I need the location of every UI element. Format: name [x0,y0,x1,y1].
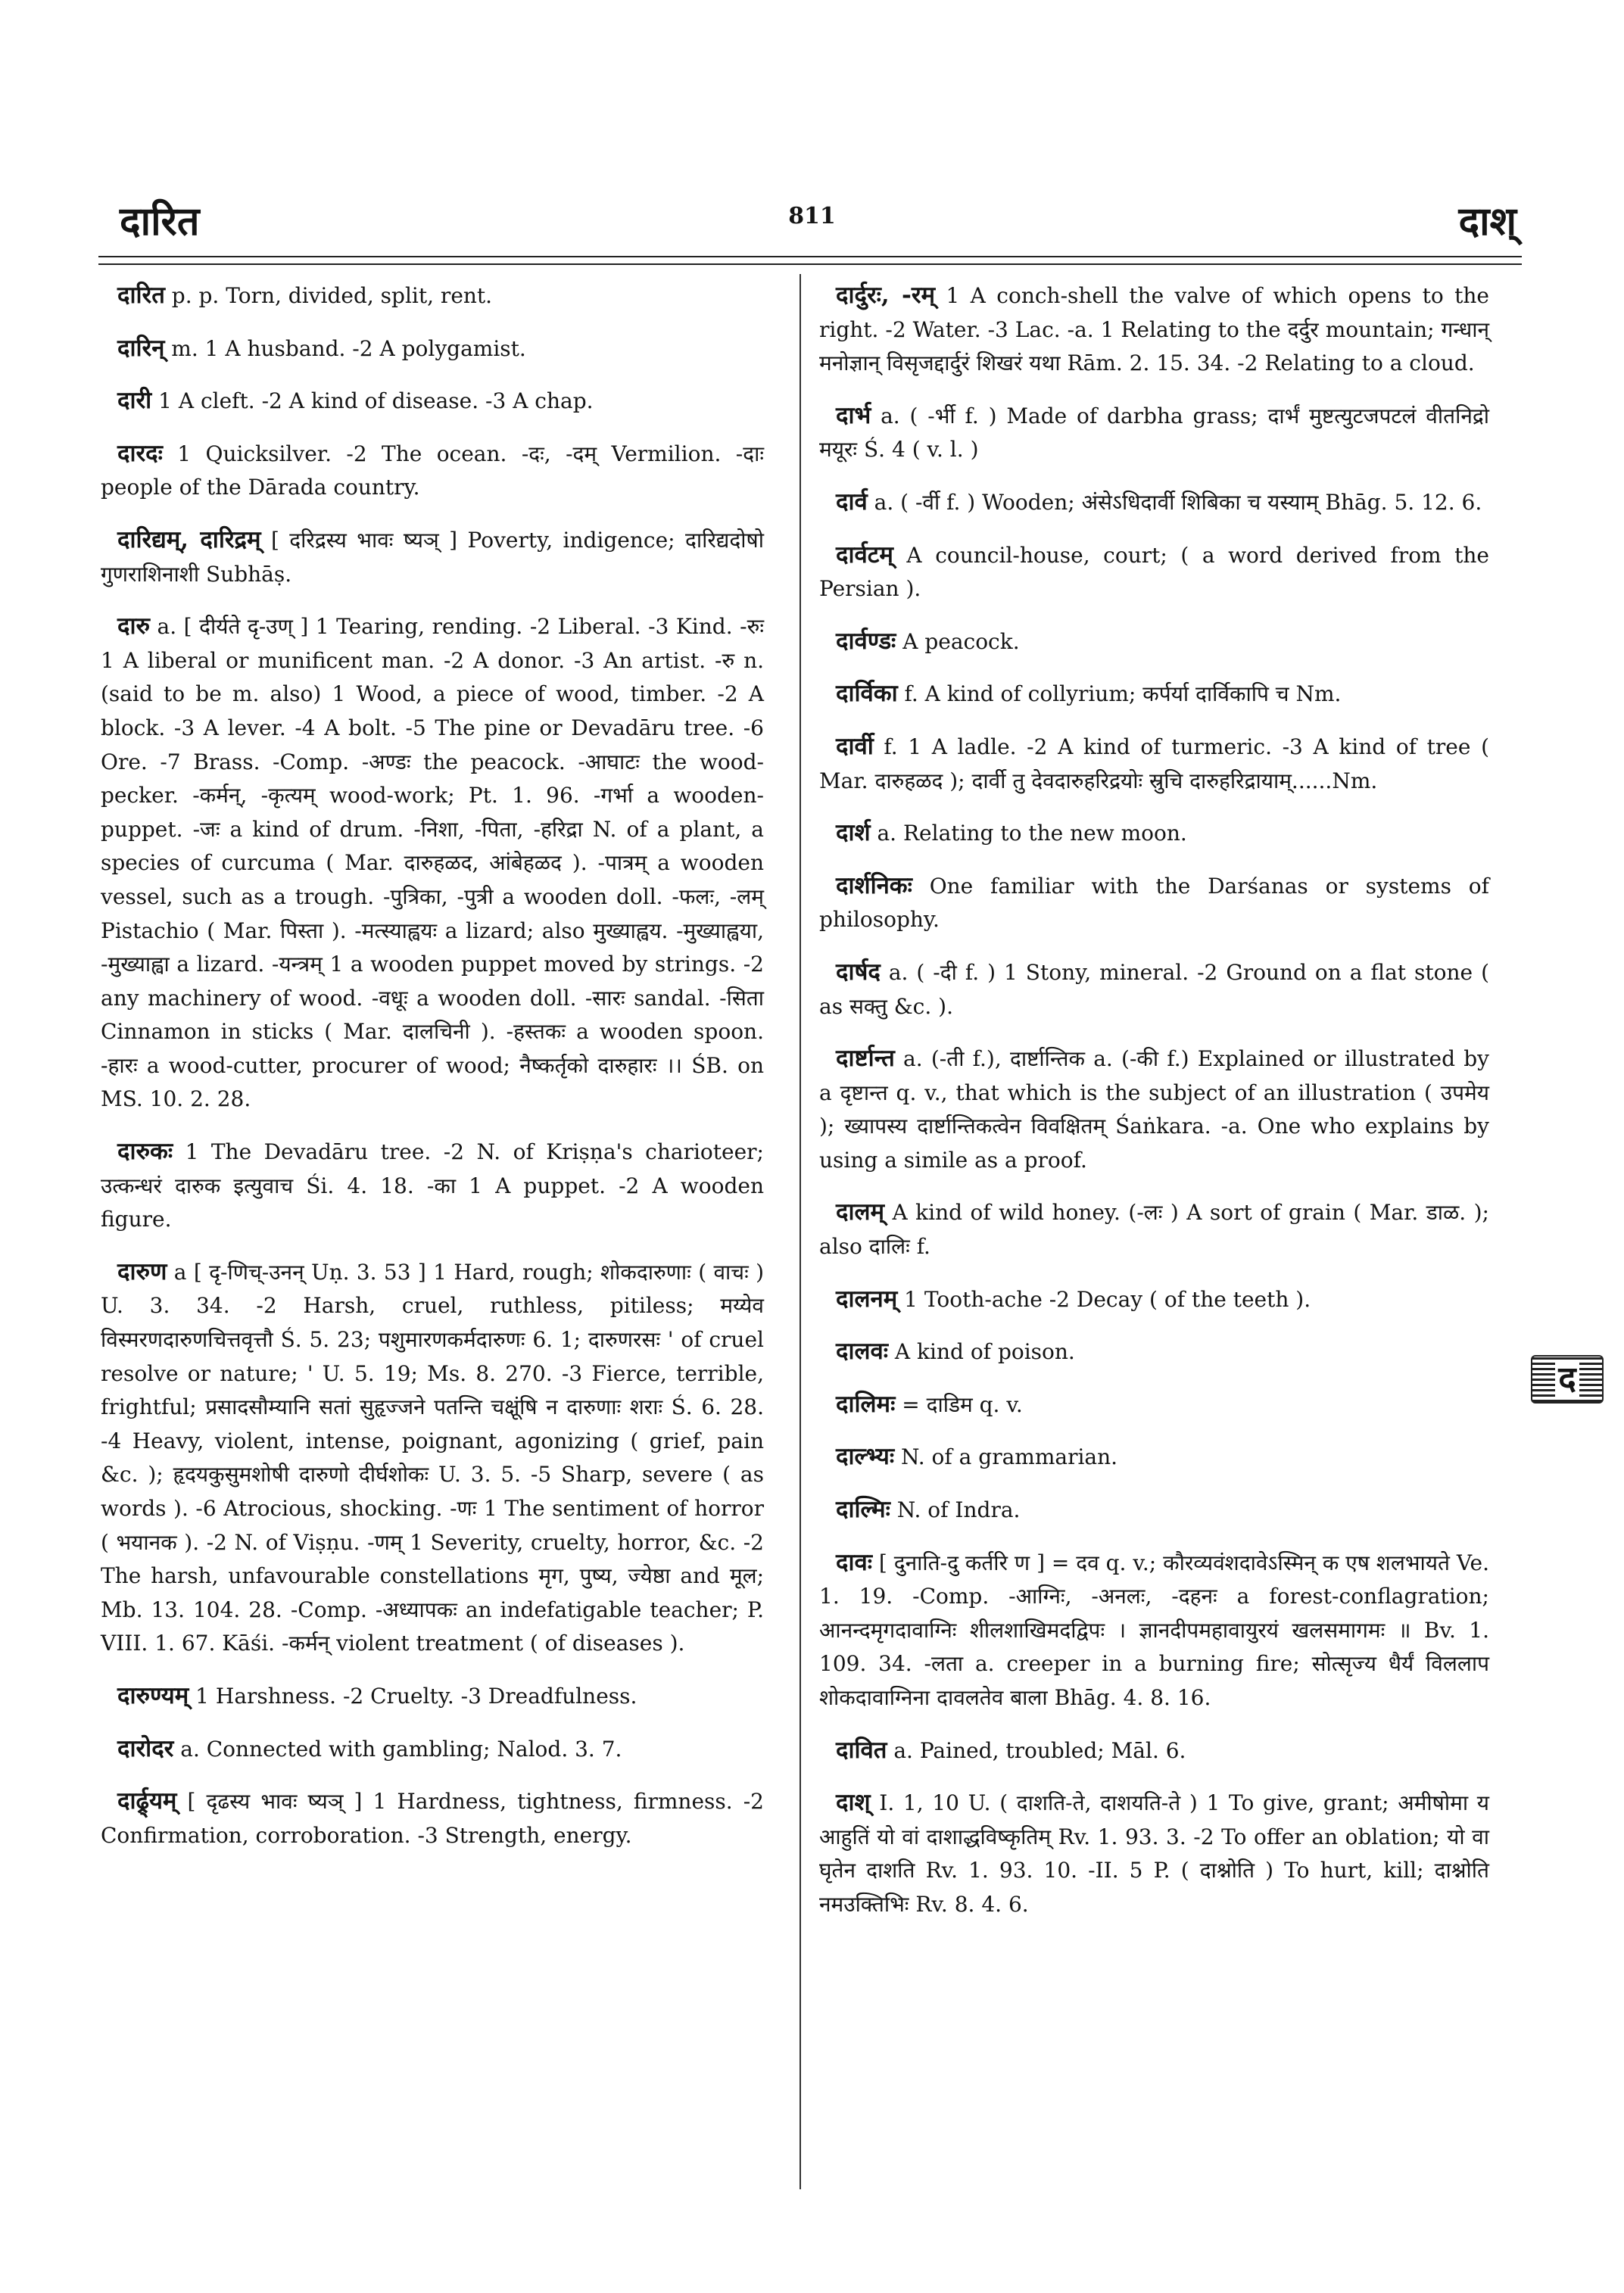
dictionary-entry [819,1335,1489,1369]
entry-definition: [ दरिद्रस्य भावः ष्यञ् ] Poverty, indigence; दारिद्यदोषो गुणराशिनाशी Subhāṣ. [101,527,764,587]
dictionary-entry [101,609,764,1117]
entry-headword: दार्वण्डः [836,627,896,655]
entry-headword: दार्ष्टान्त [836,1045,895,1073]
dictionary-entry [819,538,1489,606]
dictionary-entry [819,869,1489,937]
entry-definition: a. ( -र्वी f. ) Wooden; अंसेऽधिदार्वी शिबिका च यस्याम् Bhāg. 5. 12. 6. [867,489,1482,515]
dictionary-entry [101,1135,764,1237]
entry-headword: दावः [836,1548,872,1576]
entry-headword: दार्वी [836,732,874,760]
entry-headword: दार्दुरः, -रम् [836,282,936,309]
entry-definition: 1 Quicksilver. -2 The ocean. -दः, -दम् Vermilion. -दाः people of the Dārada country. [101,441,764,500]
entry-definition: a. Connected with gambling; Nalod. 3. 7. [173,1736,622,1762]
entry-headword: दारिद्यम्, दारिद्रम् [117,525,261,553]
dictionary-entry [819,1546,1489,1715]
entry-headword: दारुण्यम् [117,1681,189,1709]
dictionary-entry [819,1440,1489,1475]
entry-definition: f. A kind of collyrium; कर्पर्या दार्विकापि च Nm. [897,681,1342,707]
thumb-index-tab [1531,1355,1604,1404]
entry-headword: दार्ढ्र्यम् [117,1787,177,1815]
dictionary-entry [819,677,1489,712]
entry-definition: [ दुनाति-दु कर्तरि ण ] = दव q. v.; कौरव्यवंशदावेऽस्मिन् क एष शलभायते Ve. 1. 19. -Comp. -आग्निः, -अनलः, -दहनः a forest-conflagration; आनन्दमृगदावाग्निः शीलशाखिमदद्विपः । ज्ञानदीपमहावायुरयं खलसमागमः ॥ Bv. 1. 109. 34. -लता a. creeper in a burning fire; सोत्सृज्य धैर्यं विललाप शोकदावाग्निना दावलतेव बाला Bhāg. 4. 8. 16. [819,1550,1489,1710]
header-rule [98,256,1522,257]
dictionary-entry [819,1042,1489,1177]
dictionary-entry [819,1786,1489,1921]
entry-definition: A peacock. [896,628,1020,654]
entry-definition: a. [ दीर्यते दृ-उण् ] 1 Tearing, rending. -2 Liberal. -3 Kind. -रुः 1 A liberal or munificent man. -2 A donor. -3 An artist. -रु n. (said to be m. also) 1 Wood, a piece of wood, timber. -2 A block. -3 A lever. -4 A bolt. -5 The pine or Devadāru tree. -6 Ore. -7 Brass. -Comp. -अण्डः the peacock. -आघाटः the wood-pecker. -कर्मन्, -कृत्यम् wood-work; Pt. 1. 96. -गर्भा a wooden-puppet. -जः a kind of drum. -निशा, -पिता, -हरिद्रा N. of a plant, a species of curcuma ( Mar. दारुहळद, आंबेहळद ). -पात्रम् a wooden vessel, such as a trough. -पुत्रिका, -पुत्री a wooden doll. -फलः, -लम् Pistachio ( Mar. पिस्ता ). -मत्स्याह्वयः a lizard; also मुख्याह्वय. -मुख्याह्वया, -मुख्याह्वा a lizard. -यन्त्रम् 1 a wooden puppet moved by strings. -2 any machinery of wood. -वधूः a wooden doll. -सारः sandal. -सिता Cinnamon in sticks ( Mar. दालचिनी ). -हस्तकः a wooden spoon. -हारः a wood-cutter, procurer of wood; नैष्कर्तृको दारुहारः ।। ŚB. on MS. 10. 2. 28. [101,614,764,1112]
entry-definition: m. 1 A husband. -2 A polygamist. [164,335,526,361]
column-divider [800,274,801,2189]
dictionary-entry [819,955,1489,1023]
dictionary-entry [819,485,1489,520]
dictionary-entry [819,399,1489,467]
entry-headword: दारोदर [117,1734,174,1762]
dictionary-entry [819,730,1489,798]
dictionary-entry [101,1255,764,1661]
entry-definition: 1 A conch-shell the valve of which opens to the right. -2 Water. -3 Lac. -a. 1 Relating to the दर्दुर mountain; गन्धान् मनोज्ञान् विसृजद्दार्दुरं शिखरं यथा Rām. 2. 15. 34. -2 Relating to a cloud. [819,283,1489,376]
entry-definition: A council-house, court; ( a word derived from the Persian ). [819,542,1489,602]
entry-definition: a [ दृ-णिच्-उनन् Uṇ. 3. 53 ] 1 Hard, rough; शोकदारुणाः ( वाचः ) U. 3. 34. -2 Harsh, cruel, ruthless, pitiless; मय्येव विस्मरणदारुणचित्तवृत्तौ Ś. 5. 23; पशुमारणकर्मदारुणः 6. 1; दारुणरसः ' of cruel resolve or nature; ' U. 5. 19; Ms. 8. 270. -3 Fierce, terrible, frightful; प्रसादसौम्यानि सतां सुहृज्जने पतन्ति चक्षूंषि न दारुणाः शराः Ś. 6. 28. -4 Heavy, violent, intense, poignant, agonizing ( grief, pain &c. ); हृदयकुसुमशोषी दारुणो दीर्घशोकः U. 3. 5. -5 Sharp, severe ( as words ). -6 Atrocious, shocking. -णः 1 The sentiment of horror ( भयानक ). -2 N. of Viṣṇu. -णम् 1 Severity, cruelty, horror, &c. -2 The harsh, unfavourable constellations मृग, पुष्य, ज्येष्ठा and मूल; Mb. 13. 104. 28. -Comp. -अध्यापकः an indefatigable teacher; P. VIII. 1. 67. Kāśi. -कर्मन् violent treatment ( of diseases ). [101,1259,764,1656]
entry-definition: I. 1, 10 U. ( दाशति-ते, दाशयति-ते ) 1 To give, grant; अमीषोमा य आहुतिं यो वां दाशाद्धविष्कृतिम् Rv. 1. 93. 3. -2 To offer an oblation; यो वा घृतेन दाशति Rv. 1. 93. 10. -II. 5 P. ( दाश्नोति ) To hurt, kill; दाश्नोति नमउक्तिभिः Rv. 8. 4. 6. [819,1790,1489,1917]
entry-headword: दालवः [836,1338,889,1366]
dictionary-entry [101,1679,764,1714]
dictionary-entry [819,1388,1489,1422]
entry-definition: p. p. Torn, divided, split, rent. [164,283,493,308]
entry-headword: दालनम् [836,1285,898,1313]
dictionary-entry [101,279,764,313]
page-number: 811 [788,203,836,229]
entry-definition: A kind of wild honey. (-लः ) A sort of grain ( Mar. डाळ. ); also दालिः f. [819,1200,1489,1260]
entry-definition: a. Relating to the new moon. [870,821,1187,846]
entry-headword: दाश् [836,1789,871,1817]
entry-headword: दार्श [836,819,871,847]
entry-definition: One familiar with the Darśanas or systems of philosophy. [819,873,1489,933]
entry-headword: दालिमः [836,1390,896,1418]
entry-definition: a. (-ती f.), दार्ष्टान्तिक a. (-की f.) Explained or illustrated by a दृष्टान्त q. v., that which is the subject of an illustration ( उपमेय ); ख्यापस्य दार्ष्टान्तिकत्वेन विवक्षितम् Śaṅkara. -a. One who explains by using a simile as a proof. [819,1046,1489,1173]
entry-definition: 1 Tooth-ache -2 Decay ( of the teeth ). [897,1286,1311,1312]
dictionary-entry [819,1195,1489,1263]
entry-headword: दार्विका [836,680,898,708]
dictionary-entry [101,1732,764,1767]
entry-headword: दारदः [117,439,163,467]
dictionary-entry [819,1734,1489,1768]
dictionary-entry [819,1493,1489,1528]
dictionary-entry [101,437,764,505]
entry-headword: दावित [836,1736,887,1764]
entry-definition: 1 Harshness. -2 Cruelty. -3 Dreadfulness. [189,1683,637,1709]
entry-definition: f. 1 A ladle. -2 A kind of turmeric. -3 A kind of tree ( Mar. दारुहळद ); दार्वी तु देवदारुहरिद्रयोः स्रुचि दारुहरिद्रायाम्......Nm. [819,734,1489,793]
entry-headword: दार्भ [836,401,871,429]
entry-headword: दारिन् [117,334,165,362]
entry-definition: [ दृढस्य भावः ष्यञ् ] 1 Hardness, tightness, firmness. -2 Confirmation, corroboration. -3 Strength, energy. [101,1789,764,1848]
dictionary-entry [101,332,764,366]
left-column [101,279,764,1871]
entry-definition: N. of Indra. [890,1497,1021,1523]
entry-headword: दारुकः [117,1138,173,1166]
header-rule-double [98,263,1522,265]
dictionary-entry [819,279,1489,381]
entry-definition: a. Pained, troubled; Māl. 6. [887,1737,1186,1763]
running-head-right: दाश् [1458,198,1516,245]
dictionary-entry [819,625,1489,659]
dictionary-entry [819,816,1489,851]
dictionary-entry [101,384,764,419]
entry-headword: दार्वटम् [836,541,893,569]
right-column [819,279,1489,1940]
entry-definition: 1 A cleft. -2 A kind of disease. -3 A chap. [151,388,594,414]
entry-definition: N. of a grammarian. [894,1444,1118,1470]
entry-headword: दारुण [117,1257,167,1285]
entry-headword: दार्षद [836,958,881,986]
entry-headword: दार्शनिकः [836,871,912,899]
dictionary-entry [101,1784,764,1852]
entry-headword: दारी [117,387,152,415]
running-head-left: दारित [120,198,200,245]
entry-definition: 1 The Devadāru tree. -2 N. of Kriṣṇa's charioteer; उत्कन्धरं दारुक इत्युवाच Śi. 4. 18. -का 1 A puppet. -2 A wooden figure. [101,1139,764,1232]
entry-definition: A kind of poison. [888,1339,1075,1365]
entry-definition: a. ( -दी f. ) 1 Stony, mineral. -2 Ground on a flat stone ( as सक्तु &c. ). [819,959,1489,1019]
entry-headword: दाल्मिः [836,1496,890,1524]
entry-headword: दार्व [836,488,868,516]
dictionary-entry [101,523,764,591]
entry-headword: दारु [117,612,151,640]
entry-headword: दालम् [836,1198,885,1226]
entry-definition: = दाडिम q. v. [895,1391,1023,1417]
entry-headword: दाल्भ्यः [836,1443,895,1471]
dictionary-entry [819,1282,1489,1317]
thumb-index-letter: द [1555,1360,1579,1398]
entry-headword: दारित [117,282,165,309]
entry-definition: a. ( -र्भी f. ) Made of darbha grass; दार्भं मुष्टत्युटजपटलं वीतनिद्रो मयूरः Ś. 4 ( v. l. ) [819,403,1489,463]
